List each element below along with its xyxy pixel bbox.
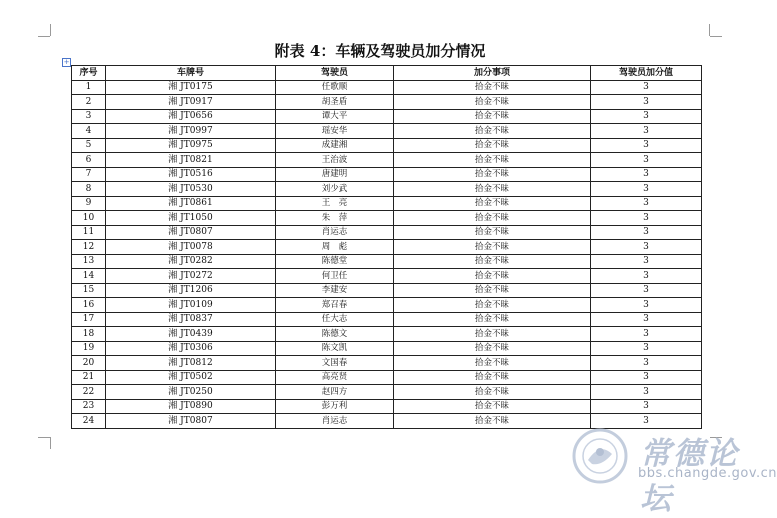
cell-driver: 陈文凯 bbox=[276, 341, 394, 356]
cell-plate: 湘 JT0890 bbox=[106, 399, 276, 414]
cell-seq: 4 bbox=[72, 124, 106, 139]
cell-seq: 23 bbox=[72, 399, 106, 414]
driver-bonus-table bbox=[71, 65, 702, 429]
table-row bbox=[72, 196, 702, 211]
cell-score: 3 bbox=[591, 138, 702, 153]
cell-seq: 21 bbox=[72, 370, 106, 385]
cell-item: 拾金不昧 bbox=[394, 327, 591, 342]
crop-mark bbox=[38, 437, 50, 438]
cell-score: 3 bbox=[591, 283, 702, 298]
cell-driver: 肖运志 bbox=[276, 225, 394, 240]
table-row bbox=[72, 312, 702, 327]
cell-seq: 8 bbox=[72, 182, 106, 197]
cell-plate: 湘 JT0837 bbox=[106, 312, 276, 327]
table-row bbox=[72, 182, 702, 197]
cell-seq: 2 bbox=[72, 95, 106, 110]
cell-driver: 赵四方 bbox=[276, 385, 394, 400]
cell-plate: 湘 JT0821 bbox=[106, 153, 276, 168]
cell-seq: 15 bbox=[72, 283, 106, 298]
header-score: 驾驶员加分值 bbox=[591, 66, 702, 81]
cell-score: 3 bbox=[591, 80, 702, 95]
crop-mark bbox=[710, 36, 722, 37]
header-item: 加分事项 bbox=[394, 66, 591, 81]
cell-seq: 5 bbox=[72, 138, 106, 153]
cell-plate: 湘 JT0078 bbox=[106, 240, 276, 255]
cell-plate: 湘 JT1206 bbox=[106, 283, 276, 298]
cell-item: 拾金不昧 bbox=[394, 269, 591, 284]
cell-driver: 郑召春 bbox=[276, 298, 394, 313]
cell-driver: 陈德堂 bbox=[276, 254, 394, 269]
cell-score: 3 bbox=[591, 298, 702, 313]
cell-driver: 王治波 bbox=[276, 153, 394, 168]
cell-seq: 22 bbox=[72, 385, 106, 400]
cell-score: 3 bbox=[591, 269, 702, 284]
cell-score: 3 bbox=[591, 341, 702, 356]
cell-item: 拾金不昧 bbox=[394, 124, 591, 139]
cell-score: 3 bbox=[591, 414, 702, 429]
cell-plate: 湘 JT0516 bbox=[106, 167, 276, 182]
cell-plate: 湘 JT0975 bbox=[106, 138, 276, 153]
table-row bbox=[72, 283, 702, 298]
cell-plate: 湘 JT0250 bbox=[106, 385, 276, 400]
table-row bbox=[72, 399, 702, 414]
table-row bbox=[72, 240, 702, 255]
cell-driver: 周 彪 bbox=[276, 240, 394, 255]
cell-seq: 16 bbox=[72, 298, 106, 313]
table-row bbox=[72, 80, 702, 95]
document-title: 附表 4：车辆及驾驶员加分情况 bbox=[274, 42, 486, 60]
cell-driver: 李建安 bbox=[276, 283, 394, 298]
table-row bbox=[72, 153, 702, 168]
cell-score: 3 bbox=[591, 399, 702, 414]
table-move-handle-icon[interactable]: + bbox=[63, 58, 70, 66]
cell-score: 3 bbox=[591, 254, 702, 269]
cell-driver: 文国春 bbox=[276, 356, 394, 371]
cell-item: 拾金不昧 bbox=[394, 211, 591, 226]
crop-mark bbox=[50, 437, 51, 449]
cell-score: 3 bbox=[591, 312, 702, 327]
cell-driver: 王 亮 bbox=[276, 196, 394, 211]
cell-seq: 17 bbox=[72, 312, 106, 327]
cell-plate: 湘 JT0530 bbox=[106, 182, 276, 197]
cell-plate: 湘 JT0175 bbox=[106, 80, 276, 95]
cell-score: 3 bbox=[591, 109, 702, 124]
cell-seq: 11 bbox=[72, 225, 106, 240]
cell-score: 3 bbox=[591, 167, 702, 182]
cell-item: 拾金不昧 bbox=[394, 283, 591, 298]
table-row bbox=[72, 327, 702, 342]
cell-plate: 湘 JT0282 bbox=[106, 254, 276, 269]
cell-driver: 刘少武 bbox=[276, 182, 394, 197]
cell-seq: 20 bbox=[72, 356, 106, 371]
cell-item: 拾金不昧 bbox=[394, 182, 591, 197]
cell-driver: 瑶安华 bbox=[276, 124, 394, 139]
table-row bbox=[72, 341, 702, 356]
cell-plate: 湘 JT0656 bbox=[106, 109, 276, 124]
watermark-text: 常德论坛 bbox=[640, 436, 739, 517]
cell-driver: 唐建明 bbox=[276, 167, 394, 182]
cell-item: 拾金不昧 bbox=[394, 399, 591, 414]
cell-driver: 陈德文 bbox=[276, 327, 394, 342]
table-row bbox=[72, 356, 702, 371]
cell-plate: 湘 JT0109 bbox=[106, 298, 276, 313]
table-row bbox=[72, 370, 702, 385]
crop-mark bbox=[38, 36, 50, 37]
cell-score: 3 bbox=[591, 196, 702, 211]
cell-score: 3 bbox=[591, 124, 702, 139]
header-driver: 驾驶员 bbox=[276, 66, 394, 81]
cell-seq: 19 bbox=[72, 341, 106, 356]
cell-plate: 湘 JT0807 bbox=[106, 414, 276, 429]
cell-item: 拾金不昧 bbox=[394, 138, 591, 153]
table-row bbox=[72, 124, 702, 139]
cell-driver: 任歌顺 bbox=[276, 80, 394, 95]
table-row bbox=[72, 225, 702, 240]
cell-item: 拾金不昧 bbox=[394, 254, 591, 269]
cell-plate: 湘 JT0812 bbox=[106, 356, 276, 371]
cell-seq: 24 bbox=[72, 414, 106, 429]
cell-item: 拾金不昧 bbox=[394, 370, 591, 385]
cell-seq: 13 bbox=[72, 254, 106, 269]
cell-plate: 湘 JT0861 bbox=[106, 196, 276, 211]
cell-item: 拾金不昧 bbox=[394, 80, 591, 95]
cell-driver: 胡圣盾 bbox=[276, 95, 394, 110]
cell-score: 3 bbox=[591, 240, 702, 255]
cell-score: 3 bbox=[591, 95, 702, 110]
watermark-url: bbs.changde.gov.cn bbox=[638, 466, 777, 481]
cell-item: 拾金不昧 bbox=[394, 240, 591, 255]
cell-driver: 成建湘 bbox=[276, 138, 394, 153]
table-row bbox=[72, 167, 702, 182]
cell-item: 拾金不昧 bbox=[394, 95, 591, 110]
cell-seq: 12 bbox=[72, 240, 106, 255]
cell-item: 拾金不昧 bbox=[394, 153, 591, 168]
crop-mark bbox=[50, 24, 51, 36]
cell-item: 拾金不昧 bbox=[394, 196, 591, 211]
cell-item: 拾金不昧 bbox=[394, 312, 591, 327]
cell-seq: 6 bbox=[72, 153, 106, 168]
cell-score: 3 bbox=[591, 370, 702, 385]
table-row bbox=[72, 211, 702, 226]
cell-seq: 1 bbox=[72, 80, 106, 95]
cell-score: 3 bbox=[591, 356, 702, 371]
cell-item: 拾金不昧 bbox=[394, 385, 591, 400]
cell-score: 3 bbox=[591, 327, 702, 342]
cell-plate: 湘 JT0917 bbox=[106, 95, 276, 110]
cell-seq: 7 bbox=[72, 167, 106, 182]
cell-item: 拾金不昧 bbox=[394, 225, 591, 240]
cell-item: 拾金不昧 bbox=[394, 341, 591, 356]
forum-watermark bbox=[562, 422, 777, 517]
cell-driver: 高亮贤 bbox=[276, 370, 394, 385]
cell-score: 3 bbox=[591, 182, 702, 197]
cell-item: 拾金不昧 bbox=[394, 298, 591, 313]
cell-score: 3 bbox=[591, 211, 702, 226]
cell-driver: 任大志 bbox=[276, 312, 394, 327]
table-row bbox=[72, 138, 702, 153]
table-row bbox=[72, 95, 702, 110]
table-header-row bbox=[72, 66, 702, 81]
cell-plate: 湘 JT0807 bbox=[106, 225, 276, 240]
cell-plate: 湘 JT0439 bbox=[106, 327, 276, 342]
table-row bbox=[72, 385, 702, 400]
cell-seq: 9 bbox=[72, 196, 106, 211]
cell-driver: 谭大平 bbox=[276, 109, 394, 124]
cell-seq: 18 bbox=[72, 327, 106, 342]
table-row bbox=[72, 254, 702, 269]
table-row bbox=[72, 269, 702, 284]
cell-seq: 10 bbox=[72, 211, 106, 226]
cell-seq: 3 bbox=[72, 109, 106, 124]
crop-mark bbox=[709, 24, 710, 36]
cell-plate: 湘 JT0306 bbox=[106, 341, 276, 356]
header-plate: 车牌号 bbox=[106, 66, 276, 81]
cell-score: 3 bbox=[591, 225, 702, 240]
header-seq: 序号 bbox=[72, 66, 106, 81]
cell-plate: 湘 JT0502 bbox=[106, 370, 276, 385]
table-row bbox=[72, 298, 702, 313]
cell-seq: 14 bbox=[72, 269, 106, 284]
cell-score: 3 bbox=[591, 153, 702, 168]
cell-item: 拾金不昧 bbox=[394, 109, 591, 124]
cell-plate: 湘 JT0272 bbox=[106, 269, 276, 284]
cell-score: 3 bbox=[591, 385, 702, 400]
cell-driver: 何卫任 bbox=[276, 269, 394, 284]
cell-item: 拾金不昧 bbox=[394, 414, 591, 429]
cell-plate: 湘 JT0997 bbox=[106, 124, 276, 139]
cell-item: 拾金不昧 bbox=[394, 167, 591, 182]
cell-driver: 肖运志 bbox=[276, 414, 394, 429]
cell-plate: 湘 JT1050 bbox=[106, 211, 276, 226]
cell-item: 拾金不昧 bbox=[394, 356, 591, 371]
table-row bbox=[72, 109, 702, 124]
cell-driver: 彭万利 bbox=[276, 399, 394, 414]
cell-driver: 朱 萍 bbox=[276, 211, 394, 226]
